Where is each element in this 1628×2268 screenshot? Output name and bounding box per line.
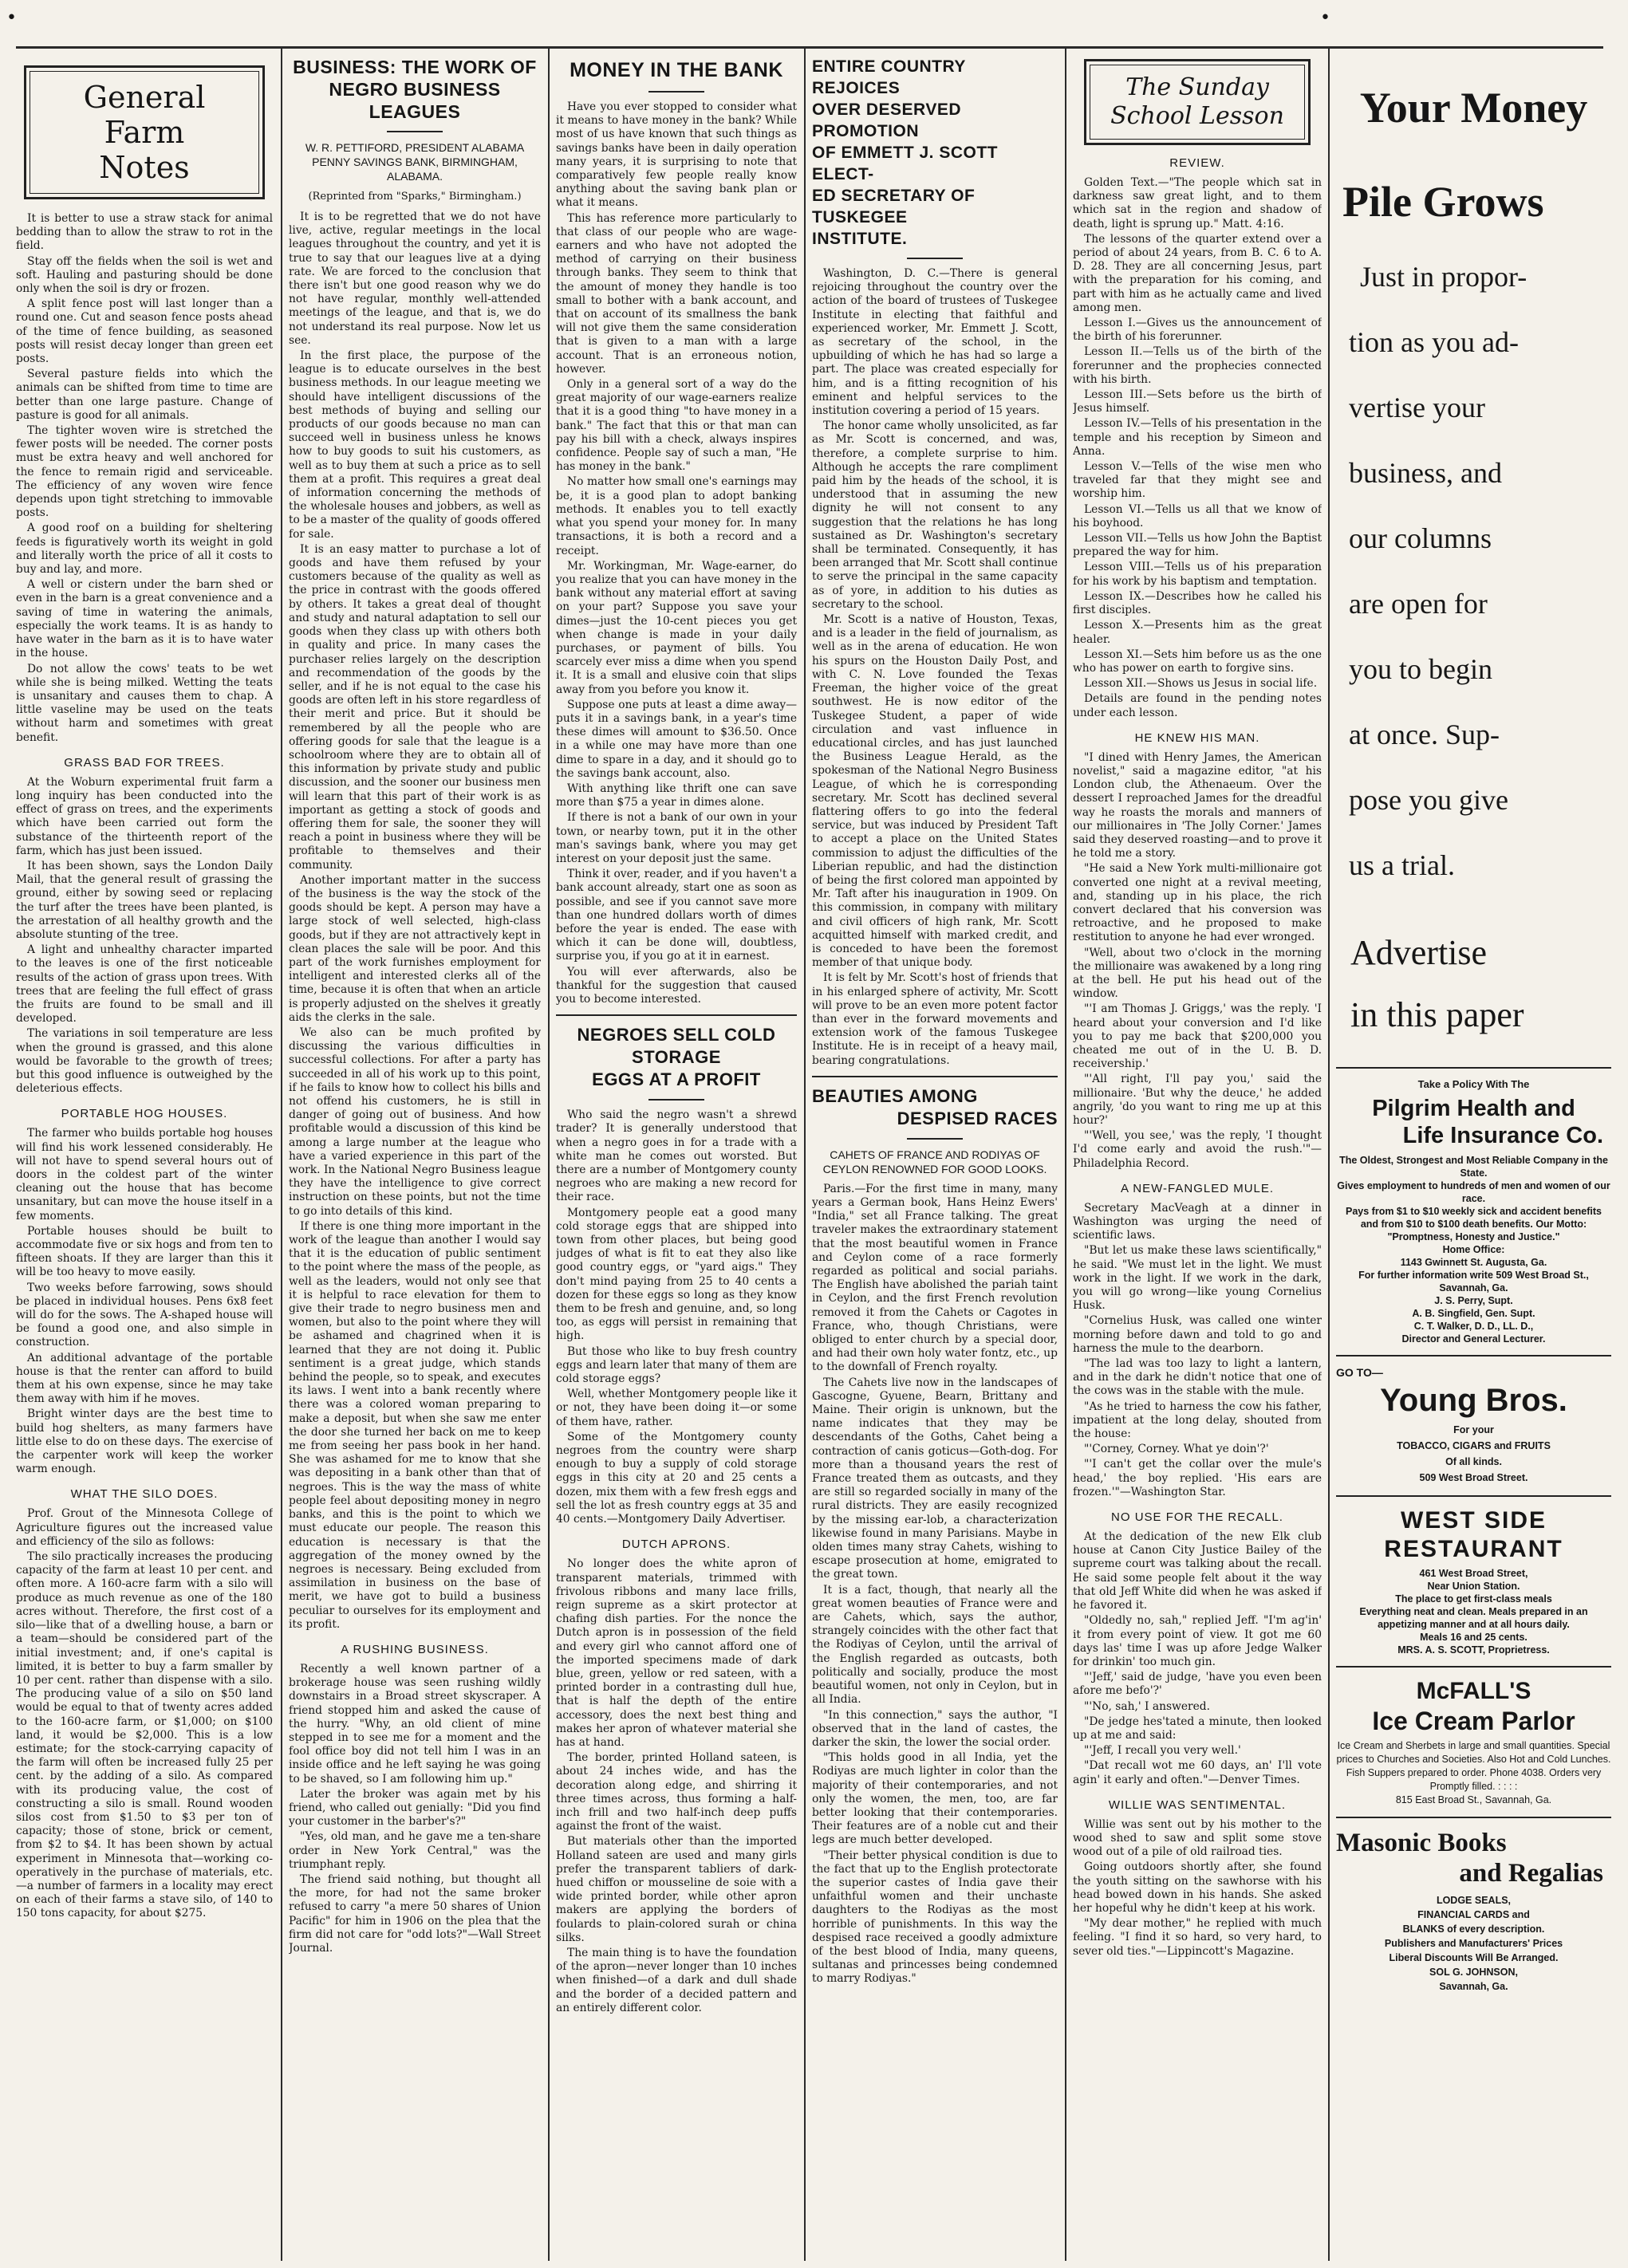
- hog-article-line: An additional advantage of the portable house is that the renter can afford to build them at his own expense, since he may take them away with him if he moves.: [16, 1351, 273, 1406]
- grass-article-line: It has been shown, says the London Daily Mail, that the general result of grassing the ground, either by sowing seed or replacing the turf after the trees have been planted, is the arrestation of all healthy growth and the absolute stunting of the tree.: [16, 859, 273, 941]
- scott-headline-4: ED SECRETARY OF TUSKEGEE: [812, 187, 976, 226]
- young-bros-name: Young Bros.: [1380, 1383, 1567, 1418]
- scott-article-line: Washington, D. C.—There is general rejoicing throughout the country over the action of the board of trustees of Tuskegee Institute in electing that faithful and experienced worker, Mr. Emmett J. Scott, as secretary of the school, in the upbuilding of which he has had so large a part. The place was created especially for him, and is a fitting recognition of his eminent and helpful services to the institution covering a period of 15 years.: [812, 267, 1058, 418]
- knew-article-line: "'All right, I'll pay you,' said the millionaire. 'But why the deuce,' he added angrily, 'do you want to ring me up at this hour?': [1073, 1073, 1322, 1127]
- west-side-details-line: 461 West Broad Street,: [1419, 1568, 1528, 1579]
- mule-article-line: "Cornelius Husk, was called one winter morning before dawn and told to go and harness the mule to the dearborn.: [1073, 1314, 1322, 1355]
- lessons-list-line: Lesson VIII.—Tells us of his preparation for his work by his baptism and temptation.: [1073, 561, 1322, 588]
- silo-article: [16, 1507, 273, 1920]
- column-rule-4: [1065, 48, 1066, 2261]
- your-money-line-1: Your Money: [1359, 84, 1588, 132]
- column-farm-notes: [16, 54, 273, 2255]
- pilgrim-details-line: J. S. Perry, Supt.: [1434, 1295, 1513, 1306]
- masonic-ad: [1336, 1828, 1611, 1994]
- eggs-article-line: Montgomery people eat a good many cold storage eggs that are shipped into town from other places, but being good judges of what is fit to eat they also like good country eggs, or "yard aigs." They don't mind paying from 25 to 40 cents a dozen for these eggs so long as they know them to be fresh and genuine, and, so long too, as eggs will persist in remaining that high.: [556, 1206, 797, 1343]
- mule-article-line: "'I can't get the collar over the mule's head,' the boy replied. 'His ears are frozen.'"—Washington Star.: [1073, 1458, 1322, 1498]
- lessons-list-line: Lesson V.—Tells of the wise men who traveled far that they might see and worship him.: [1073, 460, 1322, 501]
- lessons-intro: The lessons of the quarter extend over a period of about 24 years, from B. C. 6 to A. D. 28. They are all concerning Jesus, part with the preparation for his coming, and part with him as he actually came and lived among men.: [1073, 232, 1322, 314]
- proportion-line-4: business, and: [1349, 457, 1502, 489]
- lessons-list-line: Lesson I.—Gives us the announcement of the birth of his forerunner.: [1073, 317, 1322, 344]
- recall-article-line: "'Jeff, I recall you very well.': [1084, 1744, 1241, 1758]
- aprons-article: [556, 1557, 797, 2015]
- knew-article-line: "'I am Thomas J. Griggs,' was the reply. 'I heard about your conversion and I'd like you to pay me back that $200,000 you cheated me out of in the U. B. D. receivership.': [1073, 1002, 1322, 1071]
- money-article-line: If there is not a bank of our own in your town, or nearby town, put it in the other man's savings bank, where you may get interest on your deposit just the same.: [556, 811, 797, 865]
- masonic-details-line: Publishers and Manufacturers' Prices: [1384, 1938, 1563, 1949]
- mule-article-line: "As he tried to harness the cow his father, impatient at the long delay, shouted from the house:: [1073, 1400, 1322, 1441]
- farm-notes-title-2: Farm: [104, 115, 185, 150]
- lessons-list-line: Lesson IV.—Tells of his presentation in the temple and his reception by Simeon and Anna.: [1073, 417, 1322, 458]
- sunday-school-title-1: The Sunday: [1125, 73, 1269, 101]
- west-side-details-line: Everything neat and clean. Meals prepared in an appetizing manner and at all hours daily.: [1359, 1606, 1588, 1630]
- scott-headline-3: OF EMMETT J. SCOTT ELECT-: [812, 144, 998, 183]
- proportion-line-10: us a trial.: [1349, 849, 1455, 881]
- column-rule-3: [804, 48, 806, 2261]
- your-money-line-2: Pile Grows: [1342, 178, 1544, 226]
- money-article-line: With anything like thrift one can save more than $75 a year in dimes alone.: [556, 782, 797, 809]
- eggs-headline-2: EGGS AT A PROFIT: [592, 1069, 761, 1090]
- proportion-line-8: at once. Sup-: [1349, 719, 1500, 750]
- willie-heading: WILLIE WAS SENTIMENTAL.: [1108, 1797, 1287, 1812]
- masonic-details-line: Savannah, Ga.: [1439, 1981, 1508, 1992]
- aprons-article-line: But materials other than the imported Holland sateen are used and many girls prefer the transparent tabliers of dark-hued chiffon or mousseline de soie with a wide printed border, while other apron makers are applying the borders of foulards to plain-colored surah or china silks.: [556, 1835, 797, 1944]
- recall-article-line: "Oldedly no, sah," replied Jeff. "I'm ag'in' it from every point of view. It got me 60 days las' time I was up afore Jedge Walker for drinkin' too much gin.: [1073, 1614, 1322, 1668]
- beauty-dek: CAHETS OF FRANCE AND RODIYAS OF CEYLON RENOWNED FOR GOOD LOOKS.: [822, 1148, 1047, 1175]
- column-scott-beauties: [812, 54, 1058, 2255]
- golden-text: Golden Text.—"The people which sat in darkness saw great light, and to them which sat in the region and shadow of death, light is sprung up." Matt. 4:16.: [1073, 176, 1322, 230]
- proportion-line-7: you to begin: [1349, 653, 1492, 685]
- money-article-line: Suppose one puts at least a dime away—puts it in a savings bank, in a year's time these dimes will amount to $36.50. Once in a while one may have more than one dime to spare in a day, and it should go to the savings bank account, also.: [556, 698, 797, 780]
- pilgrim-details-line: C. T. Walker, D. D., LL. D.,: [1413, 1321, 1534, 1332]
- farm-notes-title-box: [24, 65, 265, 199]
- silo-article-line: Prof. Grout of the Minnesota College of Agriculture figures out the increased value and efficiency of the silo as follows:: [16, 1507, 273, 1548]
- rushing-heading: A RUSHING BUSINESS.: [341, 1642, 489, 1656]
- money-article-line: Only in a general sort of a way do the great majority of our wage-earners realize that it is a good thing "to have money in a bank." The fact that this or that man can pay his bill with a check, always inspires confidence. People say of such a man, "He has money in the bank.": [556, 378, 797, 474]
- west-side-details-line: MRS. A. S. SCOTT, Proprietress.: [1397, 1644, 1550, 1656]
- pilgrim-intro: Take a Policy With The: [1417, 1078, 1530, 1090]
- beauty-article-line: Paris.—For the first time in many, many years a German book, Hans Heinz Ewers' "India," set all France talking. The great traveler makes the extraordinary statement that the most beautiful women in France and Ceylon come of a race formerly regarded as political and social pariahs. The English have abolished the pariah taint in Ceylon, and the first French revolution removed it from the Cahets or Cagotes in France, who, though Christians, were obliged to enter church by a special door, and had their own holy water fontz, etc., up to the downfall of French royalty.: [812, 1182, 1058, 1374]
- goto-label: GO TO—: [1336, 1366, 1383, 1379]
- recall-article-line: At the dedication of the new Elk club house at Canon City Justice Bailey of the supreme court was talking about the recall. He said some people felt about it the way that old Jeff White did when he was asked if he favored it.: [1073, 1530, 1322, 1612]
- ad-divider-2: [1336, 1355, 1611, 1356]
- pilgrim-name-2: Life Insurance Co.: [1402, 1123, 1603, 1148]
- silo-heading: WHAT THE SILO DOES.: [70, 1487, 219, 1502]
- knew-heading: HE KNEW HIS MAN.: [1134, 730, 1260, 745]
- beauty-divider: [907, 1138, 963, 1140]
- silo-article-line: The silo practically increases the producing capacity of the farm at least 10 per cent. and often more. A 160-acre farm with a silo will produce as much revenue as one of the 180 acres without. Therefore, the first cost of a silo—like that of a dwelling house, a barn or a team—should be considered part of the initial investment; and, if one's capital is limited, it is better to buy a farm smaller by 10 per cent. rather than dispense with a silo. The producing value of a silo on $50 land would be equal to that of twenty acres added to the 160-acre farm, or $1,000; on $100 land, it would be $2,000. This is a low estimate; for the stock-carrying capacity of the farm will often be increased fully 25 per cent. by the adding of a silo. As compared with its producing value, the cost of constructing a silo is small. Round wooden silos cost from $1.50 to $3 per ton of capacity; those of stone, brick or cement, from $2 to $4. It has been shown by actual experiment in Minnesota that—working co-operatively in the purchase of materials, etc.—a number of farmers in a locality may erect on each of their farms a stave silo, of 140 to 150 tons capacity, for about $275.: [16, 1550, 273, 1920]
- willie-article-line: "My dear mother," he replied with much feeling. "I find it so hard, so very hard, to sever old ties."—Lippincott's Magazine.: [1073, 1917, 1322, 1958]
- scott-headline: [812, 56, 1058, 250]
- lessons-list-line: Lesson III.—Sets before us the birth of Jesus himself.: [1073, 388, 1322, 415]
- eggs-article-line: Well, whether Montgomery people like it or not, they have been doing it—or some of them have, rather.: [556, 1388, 797, 1428]
- hog-article-line: The farmer who builds portable hog houses will find his work lessened considerably. He will not have to spend several hours out of doors in the coldest part of the winter cleaning out the house that has become unsanitary, but can move the house itself in a few moments.: [16, 1127, 273, 1223]
- grass-article: [16, 776, 273, 1097]
- mule-article: [1073, 1202, 1322, 1499]
- pilgrim-details-line: For further information write 509 West Broad St., Savannah, Ga.: [1358, 1270, 1589, 1293]
- farm-notes-intro-line: Several pasture fields into which the animals can be shifted from time to time are better than one large pasture. Change of pasture is good for all animals.: [16, 368, 273, 422]
- business-article-line: We also can be much profited by discussing the various difficulties in successful collections. For after a party has succeeded in all of his work up to this point, if he fails to know how to collect his bills and not offend his customers, he is still in danger of going out of business. And how profitable would a discussion of this kind be among a large number at the league who have a varied experience in this part of the work. In the National Negro Business league they have the intelligence to give correct instruction on these points, but not the time to go into details of this kind.: [289, 1026, 541, 1218]
- pilgrim-ad: [1336, 1078, 1611, 1345]
- business-headline-2: NEGRO BUSINESS LEAGUES: [329, 79, 501, 122]
- young-bros-details-line: 509 West Broad Street.: [1419, 1472, 1528, 1483]
- scott-article-line: The honor came wholly unsolicited, as far as Mr. Scott is concerned, and was, therefore, a complete surprise to him. Although he accepts the rare compliment paid him by the heads of the school, it is understood that in assuming the new dignity he will not consent to any suggestion that the relations he has long sustained as Dr. Washington's secretary shall be terminated. Consequently, it has been arranged that Mr. Scott shall continue to serve the principal in the same capacity as of yore, in addition to his duties as secretary to the school.: [812, 419, 1058, 611]
- mcfalls-ad: [1336, 1677, 1611, 1807]
- rushing-article: [289, 1663, 541, 1955]
- pilgrim-name-1: Pilgrim Health and: [1372, 1096, 1575, 1121]
- money-article: [556, 100, 797, 1006]
- business-headline-1: BUSINESS: THE WORK OF: [293, 57, 537, 77]
- beauty-article-line: "In this connection," says the author, "I observed that in the land of castes, the darker the skin, the lower the social order.: [812, 1708, 1058, 1749]
- eggs-divider: [648, 1099, 704, 1101]
- scott-article: [812, 267, 1058, 1068]
- knew-article-line: "'Well, you see,' was the reply, 'I thought I'd come early and avoid the rush.'"—Philadelphia Record.: [1073, 1129, 1322, 1170]
- money-divider: [648, 91, 704, 93]
- eggs-article-line: Some of the Montgomery county negroes from the country were sharp enough to buy a supply of cold storage eggs in this city at 20 and 25 cents a dozen, mix them with a few fresh eggs and sell the lot as fresh country eggs at 35 and 40 cents.—Montgomery Daily Advertiser.: [556, 1430, 797, 1526]
- lessons-list-line: Lesson VII.—Tells us how John the Baptist prepared the way for him.: [1073, 532, 1322, 559]
- farm-notes-intro-line: The tighter woven wire is stretched the fewer posts will be needed. The corner posts must be extra heavy and well anchored for the fence to remain rigid and serviceable. The efficiency of any woven wire fence depends upon tight stretching to immovable posts.: [16, 424, 273, 520]
- farm-notes-intro-line: It is better to use a straw stack for animal bedding than to allow the straw to rot in the field.: [16, 212, 273, 253]
- column-sunday-school: [1073, 54, 1322, 2255]
- lessons-list-line: Lesson XI.—Sets him before us as the one who has power on earth to forgive sins.: [1073, 648, 1322, 675]
- mule-heading: A NEW-FANGLED MULE.: [1120, 1181, 1275, 1195]
- proportion-line-6: are open for: [1349, 588, 1488, 620]
- money-article-line: Think it over, reader, and if you haven't a bank account already, start one as soon as possible, and see if you cannot save more than one hundred dollars worth of dimes before the year is ended. The ease with which it can be done will, doubtless, surprise you, if you go at it in earnest.: [556, 868, 797, 963]
- aprons-article-line: No longer does the white apron of transparent materials, trimmed with frivolous ribbons and many lace frills, reign supreme as a skirt protector at chafing dish parties. For the nonce the Dutch apron is in possession of the field and every girl who cannot afford one of the imported specimens made of dark blue, green, yellow or red sateen, with a printed border in a contrasting dull hue, that is half the depth of the entire accessory, does the next best thing and makes her apron of whatever material she has at hand.: [556, 1557, 797, 1749]
- proportion-line-1: Just in propor-: [1360, 261, 1527, 293]
- young-bros-ad: [1336, 1366, 1611, 1486]
- willie-article-line: Going outdoors shortly after, she found the youth sitting on the sawhorse with his head bowed down in his hands. She asked her hopeful why he didn't keep at his work.: [1073, 1860, 1322, 1915]
- scott-article-line: It is felt by Mr. Scott's host of friends that in his enlarged sphere of activity, Mr. Scott will prove to be an even more potent factor than ever in the forward movements and extension work of the famous Tuskegee Institute. He is in receipt of a heavy mail, bearing congratulations.: [812, 971, 1058, 1067]
- masonic-details-line: FINANCIAL CARDS and: [1417, 1909, 1530, 1920]
- young-bros-details-line: For your: [1453, 1424, 1494, 1435]
- farm-notes-title-3: Notes: [99, 150, 190, 185]
- proportion-line-5: our columns: [1349, 522, 1492, 554]
- lessons-list-line: Lesson VI.—Tells us all that we know of his boyhood.: [1073, 502, 1322, 530]
- beauty-divider-top: [812, 1076, 1058, 1077]
- eggs-article-line: Who said the negro wasn't a shrewd trader? It is generally understood that when a negro goes in for a trade with a white man he comes out worsted. But there are a number of Montgomery county negroes who are making a new record for their race.: [556, 1108, 797, 1204]
- page-mark-right: •: [1320, 8, 1330, 28]
- recall-article-line: "'No, sah,' I answered.: [1084, 1699, 1211, 1713]
- young-bros-details: [1336, 1422, 1611, 1486]
- mule-article-line: "The lad was too lazy to light a lantern, and in the dark he didn't notice that one of the cows was in the stable with the mule.: [1073, 1357, 1322, 1398]
- column-rule-1: [281, 48, 282, 2261]
- column-business-leagues: [289, 54, 541, 2255]
- pilgrim-details-line: Director and General Lecturer.: [1401, 1333, 1546, 1345]
- money-article-line: This has reference more particularly to that class of our people who are wage-earners and who have not adopted the method of carrying on their business through banks. They seem to think that the amount of money they handle is too small to bother with a bank account, and that on account of its smallness the bank will not give them the same consideration that is given to a man with a large account. That is an erroneous notion, however.: [556, 211, 797, 376]
- ad-divider-5: [1336, 1817, 1611, 1818]
- column-money-bank: [556, 54, 797, 2255]
- knew-article-line: "He said a New York multi-millionaire got converted one night at a revival meeting, and, standing up in his place, the rich convert declared that his conversion was retroactive, and he proposed to make restitution to anyone he had ever wronged.: [1073, 862, 1322, 944]
- masonic-details-line: Liberal Discounts Will Be Arranged.: [1389, 1952, 1559, 1963]
- business-article-line: If there is one thing more important in the work of the league than another I would say that it is the education of public sentiment to the point where the mass of the people, as well as the leaders, would not only see that it is helpful to race elevation for them to give their trade to negro business men and women, but also to the point where they will be ashamed and chagrined when it is learned that they are not doing it. Public sentiment is a great judge, which stands behind the people, so to speak, and executes its laws. I went into a bank recently where there was a colored woman preparing to make a deposit, but when she saw me enter the door she turned her back on me to keep me from seeing her pass book in her hand. She was ashamed for me to know that she was depositing in a bank other than that of negroes. This is the way the mass of white people feel about depositing money in negro banks, and this is the point to which we must educate our people. The reason this education is necessary is that the aggregation of the money owned by the negroes is necessary. Being excluded from assimilation in business on the base of merit, we have got to build a business peculiar to ourselves for its employment and its profit.: [289, 1219, 541, 1631]
- masonic-name-1: Masonic Books: [1336, 1829, 1507, 1857]
- young-bros-details-line: TOBACCO, CIGARS and FRUITS: [1397, 1440, 1551, 1451]
- sunday-school-title-box: [1084, 59, 1311, 145]
- beauty-article-line: "This holds good in all India, yet the Rodiyas are much lighter in color than the majority of their contemporaries, and not only the women, the men, too, are far better looking that their contemporaries. Their features are of a noble cut and their legs are much better developed.: [812, 1751, 1058, 1847]
- grass-article-line: The variations in soil temperature are less when the ground is grassed, and this alone would be favorable to the growth of trees; but this good influence is outweighed by the deleterious effects.: [16, 1027, 273, 1096]
- pilgrim-details-line: A. B. Singfield, Gen. Supt.: [1412, 1308, 1535, 1319]
- business-article-line: It is an easy matter to purchase a lot of goods and have them refused by your customers because of the quality as well as the price in contrast with the goods offered by others. It takes a great deal of thought and study and natural adaptation to sell our goods when they class up with others both in quality and price. In many cases the purchaser relies largely on the description and recommendation of the goods by the seller, and if he is not equal to the case his goods are often left in his store regardless of their merit and price. But it should be remembered by all the people who are offering goods for sale that the league is a schoolroom where they are to obtain all of this information by private study and public discussion, and the sooner our business men will learn that this part of their work is as important as getting a stock of goods and offering them for sale, the sooner they will reach a point in business where they will be profitable to themselves and their community.: [289, 542, 541, 872]
- column-rule-2: [548, 48, 550, 2261]
- rushing-article-line: The friend said nothing, but thought all the more, for had not the same broker refused to carry "a mere 50 shares of Union Pacific" for him in 1906 on the plea that the firm did not care for "odd lots?"—Wall Street Journal.: [289, 1872, 541, 1955]
- ad-divider-4: [1336, 1666, 1611, 1668]
- money-headline: MONEY IN THE BANK: [570, 59, 783, 81]
- scott-headline-1: ENTIRE COUNTRY REJOICES: [812, 57, 966, 97]
- money-article-line: Mr. Workingman, Mr. Wage-earner, do you realize that you can have money in the bank without any material effort at saving on your part? Suppose you save your dimes—just the 10-cent pieces you get when change is made in your daily purchases, or payment of bills. You scarcely ever miss a dime when you spend it. It is a small and elusive coin that slips away from you before you know it.: [556, 559, 797, 696]
- scott-headline-5: INSTITUTE.: [812, 230, 908, 248]
- eggs-article: [556, 1108, 797, 1526]
- recall-article-line: "'Jeff,' said de judge, 'have you even been afore me befo'?': [1073, 1671, 1322, 1698]
- rushing-article-line: Later the broker was again met by his friend, who called out genially: "Did you find your customer in the barber's?": [289, 1787, 541, 1829]
- lessons-list-line: Lesson X.—Presents him as the great healer.: [1073, 619, 1322, 646]
- knew-article: [1073, 751, 1322, 1171]
- hog-article-line: Portable houses should be built to accommodate five or six hogs and from ten to fifteen shoats. If they are larger than this it will be too heavy to move easily.: [16, 1224, 273, 1279]
- review-heading: REVIEW.: [1169, 156, 1225, 170]
- mcfalls-details-line: Ice Cream and Sherbets in large and small quantities. Special prices to Churches and Societies. Also Hot and Cold Lunches. Fish Suppers prepared to order. Phone 4038. Orders very Promptly filled. : : : :: [1336, 1740, 1611, 1792]
- money-article-line: No matter how small one's earnings may be, it is a good plan to adopt banking methods. It enables you to tell exactly what you spend your money for. In many transactions, it is both a record and a receipt.: [556, 475, 797, 557]
- proportion-line-2: tion as you ad-: [1349, 326, 1519, 358]
- recall-article-line: "Dat recall wot me 60 days, an' I'll vote agin' it early and often."—Denver Times.: [1073, 1759, 1322, 1786]
- mule-article-line: "But let us make these laws scientifically," he said. "We must let in the light. We must work in the light. If we work in the dark, you will go wrong—like young Cornelius Husk.: [1073, 1244, 1322, 1313]
- recall-heading: NO USE FOR THE RECALL.: [1111, 1510, 1283, 1525]
- masonic-name-2: and Regalias: [1459, 1859, 1603, 1888]
- column-rule-5: [1328, 48, 1330, 2261]
- masonic-details-line: BLANKS of every description.: [1402, 1923, 1545, 1935]
- business-divider: [387, 131, 443, 132]
- business-article: [289, 211, 541, 1632]
- hog-heading: PORTABLE HOG HOUSES.: [61, 1107, 228, 1121]
- advertise-line-1: Advertise: [1350, 933, 1488, 972]
- hog-article: [16, 1127, 273, 1476]
- rushing-article-line: "Yes, old man, and he gave me a ten-share order in New York Central," was the triumphant reply.: [289, 1830, 541, 1871]
- west-side-details-line: The place to get first-class meals: [1395, 1593, 1552, 1605]
- scott-divider: [907, 258, 963, 259]
- ad-divider-3: [1336, 1495, 1611, 1497]
- eggs-divider-top: [556, 1014, 797, 1016]
- recall-article: [1073, 1530, 1322, 1787]
- grass-article-line: At the Woburn experimental fruit farm a long inquiry has been conducted into the effect of grass on trees, and the experiments which have been carried out form the substance of the thirteenth report of the farm, which has just been issued.: [16, 775, 273, 857]
- mule-article-line: Secretary MacVeagh at a dinner in Washington was urging the need of scientific laws.: [1073, 1201, 1322, 1242]
- pilgrim-details-line: Home Office:: [1442, 1244, 1505, 1255]
- west-side-name-2: RESTAURANT: [1384, 1536, 1563, 1562]
- knew-article-line: "I dined with Henry James, the American novelist," said a magazine editor, "at his London club, the Athenaeum. Over the dessert I reproached James for the dreadful way he roasts the morals and manners of our millionaires in 'The Jolly Corner.' James said they deserved roasting—and to prove it he told me a story.: [1073, 750, 1322, 860]
- top-rule: [16, 46, 1603, 49]
- west-side-details-line: Near Union Station.: [1427, 1581, 1520, 1592]
- west-side-ad: [1336, 1506, 1611, 1656]
- rushing-article-line: Recently a well known partner of a brokerage house was seen rushing wildly downstairs in a Broad street skyscraper. A friend stopped him and asked the cause of the hurry. "Why, an old client of mine stepped in to see me for a moment and the fool office boy did not tell him I was in an inside office and he left saying he was going to be shaved, so I am following him up.": [289, 1662, 541, 1786]
- lessons-list-line: Details are found in the pending notes under each lesson.: [1073, 692, 1322, 719]
- business-article-line: It is to be regretted that we do not have live, active, regular meetings in the local leagues throughout the country, and yet it is true to say that our leagues live at a dying rate. We are forced to the conclusion that there isn't but one good reason why we do not have regular, monthly well-attended meetings of the league, and that is, we do not understand its real purpose. Now let us see.: [289, 211, 541, 347]
- farm-notes-title-1: General: [83, 80, 206, 115]
- masonic-details: [1336, 1893, 1611, 1994]
- beauty-article-line: It is a fact, though, that nearly all the great women beauties of France were and are Cahets, which, says the author, strangely coincides with the other fact that the Rodiyas of Ceylon, until the arrival of the English regarded as outcasts, both politically and socially, produce the most beautiful women, not only in Ceylon, but in all India.: [812, 1583, 1058, 1707]
- mcfalls-details: [1336, 1739, 1611, 1807]
- beauty-article-line: The Cahets live now in the landscapes of Gascogne, Gyuene, Bearn, Brittany and Maine. Their origin is unknown, but the name indicates that they may be descendants of the Goths, Cahet being a contraction of canis goticus—Goth-dog. For more than a thousand years the rest of France treated them as outcasts, and they are still so regarded socially in many of the rural districts. They are easily recognized by the missing ear-lob, a characterization likewise found in many Parisians. Maybe in olden times many stray Cahets, wishing to escape prosecution at home, emigrated to the great town.: [812, 1376, 1058, 1581]
- ad-divider-1: [1336, 1067, 1611, 1069]
- beauty-headline-1: BEAUTIES AMONG: [812, 1085, 978, 1106]
- hog-article-line: Bright winter days are the best time to build hog shelters, as many farmers have little else to do on these days. The exercise of the carpenter work will keep the worker warm enough.: [16, 1408, 273, 1476]
- aprons-article-line: The border, printed Holland sateen, is about 24 inches wide, and has the decoration along edge, and shirring it three times across, thus forming a half-inch frill and two half-inch deep puffs against the front of the waist.: [556, 1751, 797, 1833]
- aprons-article-line: The main thing is to have the foundation of the apron—never longer than 10 inches when finished—of a dark and dull shade and the border of a decided pattern and an entirely different color.: [556, 1946, 797, 2014]
- pilgrim-details: [1336, 1154, 1611, 1345]
- lessons-list-line: Lesson IX.—Describes how he called his first disciples.: [1073, 589, 1322, 617]
- proportion-line-3: vertise your: [1349, 392, 1485, 423]
- farm-notes-intro-line: A well or cistern under the barn shed or even in the barn is a great convenience and a saving of time in watering the animals, especially the work teams. It is as handy to have water in the barn as it is to have water in the house.: [16, 578, 273, 660]
- pilgrim-details-line: 1143 Gwinnett St. Augusta, Ga.: [1400, 1257, 1547, 1268]
- grass-heading: GRASS BAD FOR TREES.: [64, 755, 225, 770]
- money-article-line: Have you ever stopped to consider what it means to have money in the bank? While most of us have known that such things as savings banks have been in daily operation many years, it is surprising to note that comparatively few people really know anything about the saving bank plan or what it means.: [556, 100, 797, 210]
- hog-article-line: Two weeks before farrowing, sows should be placed in individual houses. Pens 6x8 feet will do for the sows. The A-shaped house will be found a good one, and also simple in construction.: [16, 1281, 273, 1349]
- masonic-details-line: SOL G. JOHNSON,: [1429, 1967, 1518, 1978]
- proportion-ad: [1336, 244, 1611, 898]
- knew-article-line: "Well, about two o'clock in the morning the millionaire was awakened by a long ring at the bell. He put his head out of the window.: [1073, 946, 1322, 1001]
- scott-article-line: Mr. Scott is a native of Houston, Texas, and is a leader in the field of journalism, as well as in the arena of education. He won his spurs on the Houston Daily Post, and with C. N. Love founded the Texas Freeman, the higher voice of the great southwest. He is now editor of the Tuskegee Student, a paper of wide circulation and vast influence in educational circles, and has just launched the Business League Herald, as the spokesman of the National Negro Business League, of which he is corresponding secretary. Mr. Scott has declined several flattering offers to go into the federal service, but was induced by President Taft to accept a place on the United States commission to adjust the difficulties of the Liberian republic, and had the distinction of being the first colored man appointed by Mr. Taft after his inauguration in 1909. On this commission, in company with military and civil officers of high rank, Mr. Scott acquitted himself with marked credit, and is conceded to have been the foremost member of that unique body.: [812, 613, 1058, 970]
- grass-article-line: A light and unhealthy character imparted to the leaves is one of the first noticeable results of the action of grass upon trees. With trees that are feeling the full effect of grass the fruits are found to be small and ill developed.: [16, 943, 273, 1026]
- farm-notes-intro-line: Do not allow the cows' teats to be wet while she is being milked. Wetting the teats is unsanitary and causes them to chap. A little vaseline may be used on the teats without harm and sometimes with great benefit.: [16, 662, 273, 744]
- willie-article: [1073, 1818, 1322, 1959]
- proportion-line-9: pose you give: [1349, 784, 1508, 816]
- farm-notes-intro-line: A split fence post will last longer than a round one. Cut and season fence posts ahead of the time of fence building, as seasoned posts will resist decay longer than green eet posts.: [16, 297, 273, 366]
- lessons-list-line: Lesson XII.—Shows us Jesus in social life.: [1084, 677, 1318, 691]
- page-mark-left: •: [6, 8, 17, 28]
- money-article-line: You will ever afterwards, also be thankful for the suggestion that caused you to become interested.: [556, 965, 797, 1006]
- west-side-details: [1336, 1567, 1611, 1656]
- pilgrim-details-line: Pays from $1 to $10 weekly sick and accident benefits and from $10 to $100 death benefits. Our Motto: "Promptness, Honesty and Justice.": [1346, 1206, 1602, 1242]
- west-side-name-1: WEST SIDE: [1400, 1507, 1547, 1534]
- pilgrim-details-line: Gives employment to hundreds of men and women of our race.: [1337, 1180, 1610, 1204]
- lessons-list-line: Lesson II.—Tells us of the birth of the forerunner and the prophecies connected with his birth.: [1073, 345, 1322, 386]
- mcfalls-details-line: 815 East Broad St., Savannah, Ga.: [1395, 1794, 1552, 1805]
- west-side-details-line: Meals 16 and 25 cents.: [1420, 1632, 1527, 1643]
- mcfalls-name-1: McFALL'S: [1416, 1678, 1531, 1704]
- mule-article-line: "'Corney, Corney. What ye doin'?': [1084, 1443, 1269, 1456]
- recall-article-line: "De jedge hes'tated a minute, then looked up at me and said:: [1073, 1715, 1322, 1742]
- business-article-line: Another important matter in the success of the business is the way the stock of the goods should be kept. A person may have a large stock of well selected, high-class goods, but if they are not attractively kept in clean places the sale will be poor. And this part of the work furnishes employment for intelligent and interested clerks all of the time, because it is often that when an article is properly adjusted on the shelves it greatly aids the clerks in the sale.: [289, 873, 541, 1024]
- column-advertisements: [1336, 54, 1611, 2255]
- farm-notes-intro-line: A good roof on a building for sheltering feeds is figuratively worth its weight in gold and literally worth the price of all it costs to buy and lay, and more.: [16, 522, 273, 577]
- masonic-details-line: LODGE SEALS,: [1436, 1895, 1512, 1906]
- beauty-article: [812, 1183, 1058, 1986]
- eggs-headline-1: NEGROES SELL COLD STORAGE: [577, 1025, 776, 1068]
- farm-notes-intro: [16, 212, 273, 745]
- beauty-article-line: "Their better physical condition is due to the fact that up to the English protectorate the superior castes of India gave their unfaithful women and their unchaste daughters to the Rodiyas as the most horrible of punishments. In this way the despised race received a goodly admixture of the best blood of India, many queens, sultanas and princesses being condemned to marry Rodiyas.": [812, 1849, 1058, 1986]
- young-bros-details-line: Of all kinds.: [1445, 1456, 1502, 1467]
- business-reprint-note: (Reprinted from "Sparks," Birmingham.): [308, 191, 522, 203]
- farm-notes-intro-line: Stay off the fields when the soil is wet and soft. Hauling and pasturing should be done only when the soil is dry or frozen.: [16, 254, 273, 296]
- mcfalls-name-2: Ice Cream Parlor: [1372, 1707, 1575, 1735]
- beauty-headline-2: DESPISED RACES: [897, 1108, 1058, 1128]
- willie-article-line: Willie was sent out by his mother to the wood shed to saw and split some stove wood out of a pile of old railroad ties.: [1073, 1817, 1322, 1859]
- advertise-line-2: in this paper: [1350, 995, 1524, 1034]
- eggs-article-line: But those who like to buy fresh country eggs and learn later that many of them are cold storage eggs?: [556, 1345, 797, 1386]
- business-article-line: In the first place, the purpose of the league is to educate ourselves in the best business methods. In our league meeting we should have intelligent discussions of the best methods of buying and selling our products of our goods because no man can succeed well in business unless he knows how to buy goods to suit his customers, as well as to buy them at such a price as to sell them at a profit. This requires a great deal of information concerning the methods of the wholesale houses and jobbers, as well as to be a master of the quality of goods offered for sale.: [289, 349, 541, 541]
- sunday-school-title-2: School Lesson: [1110, 102, 1284, 130]
- pilgrim-details-line: The Oldest, Strongest and Most Reliable Company in the State.: [1339, 1155, 1608, 1179]
- business-byline: W. R. PETTIFORD, PRESIDENT ALABAMA PENNY SAVINGS BANK, BIRMINGHAM, ALABAMA.: [305, 141, 525, 183]
- your-money-ad: [1336, 83, 1611, 226]
- scott-headline-2: OVER DESERVED PROMOTION: [812, 100, 961, 140]
- aprons-heading: DUTCH APRONS.: [621, 1538, 731, 1552]
- lessons-list: [1073, 317, 1322, 720]
- advertise-ad: [1336, 919, 1611, 1043]
